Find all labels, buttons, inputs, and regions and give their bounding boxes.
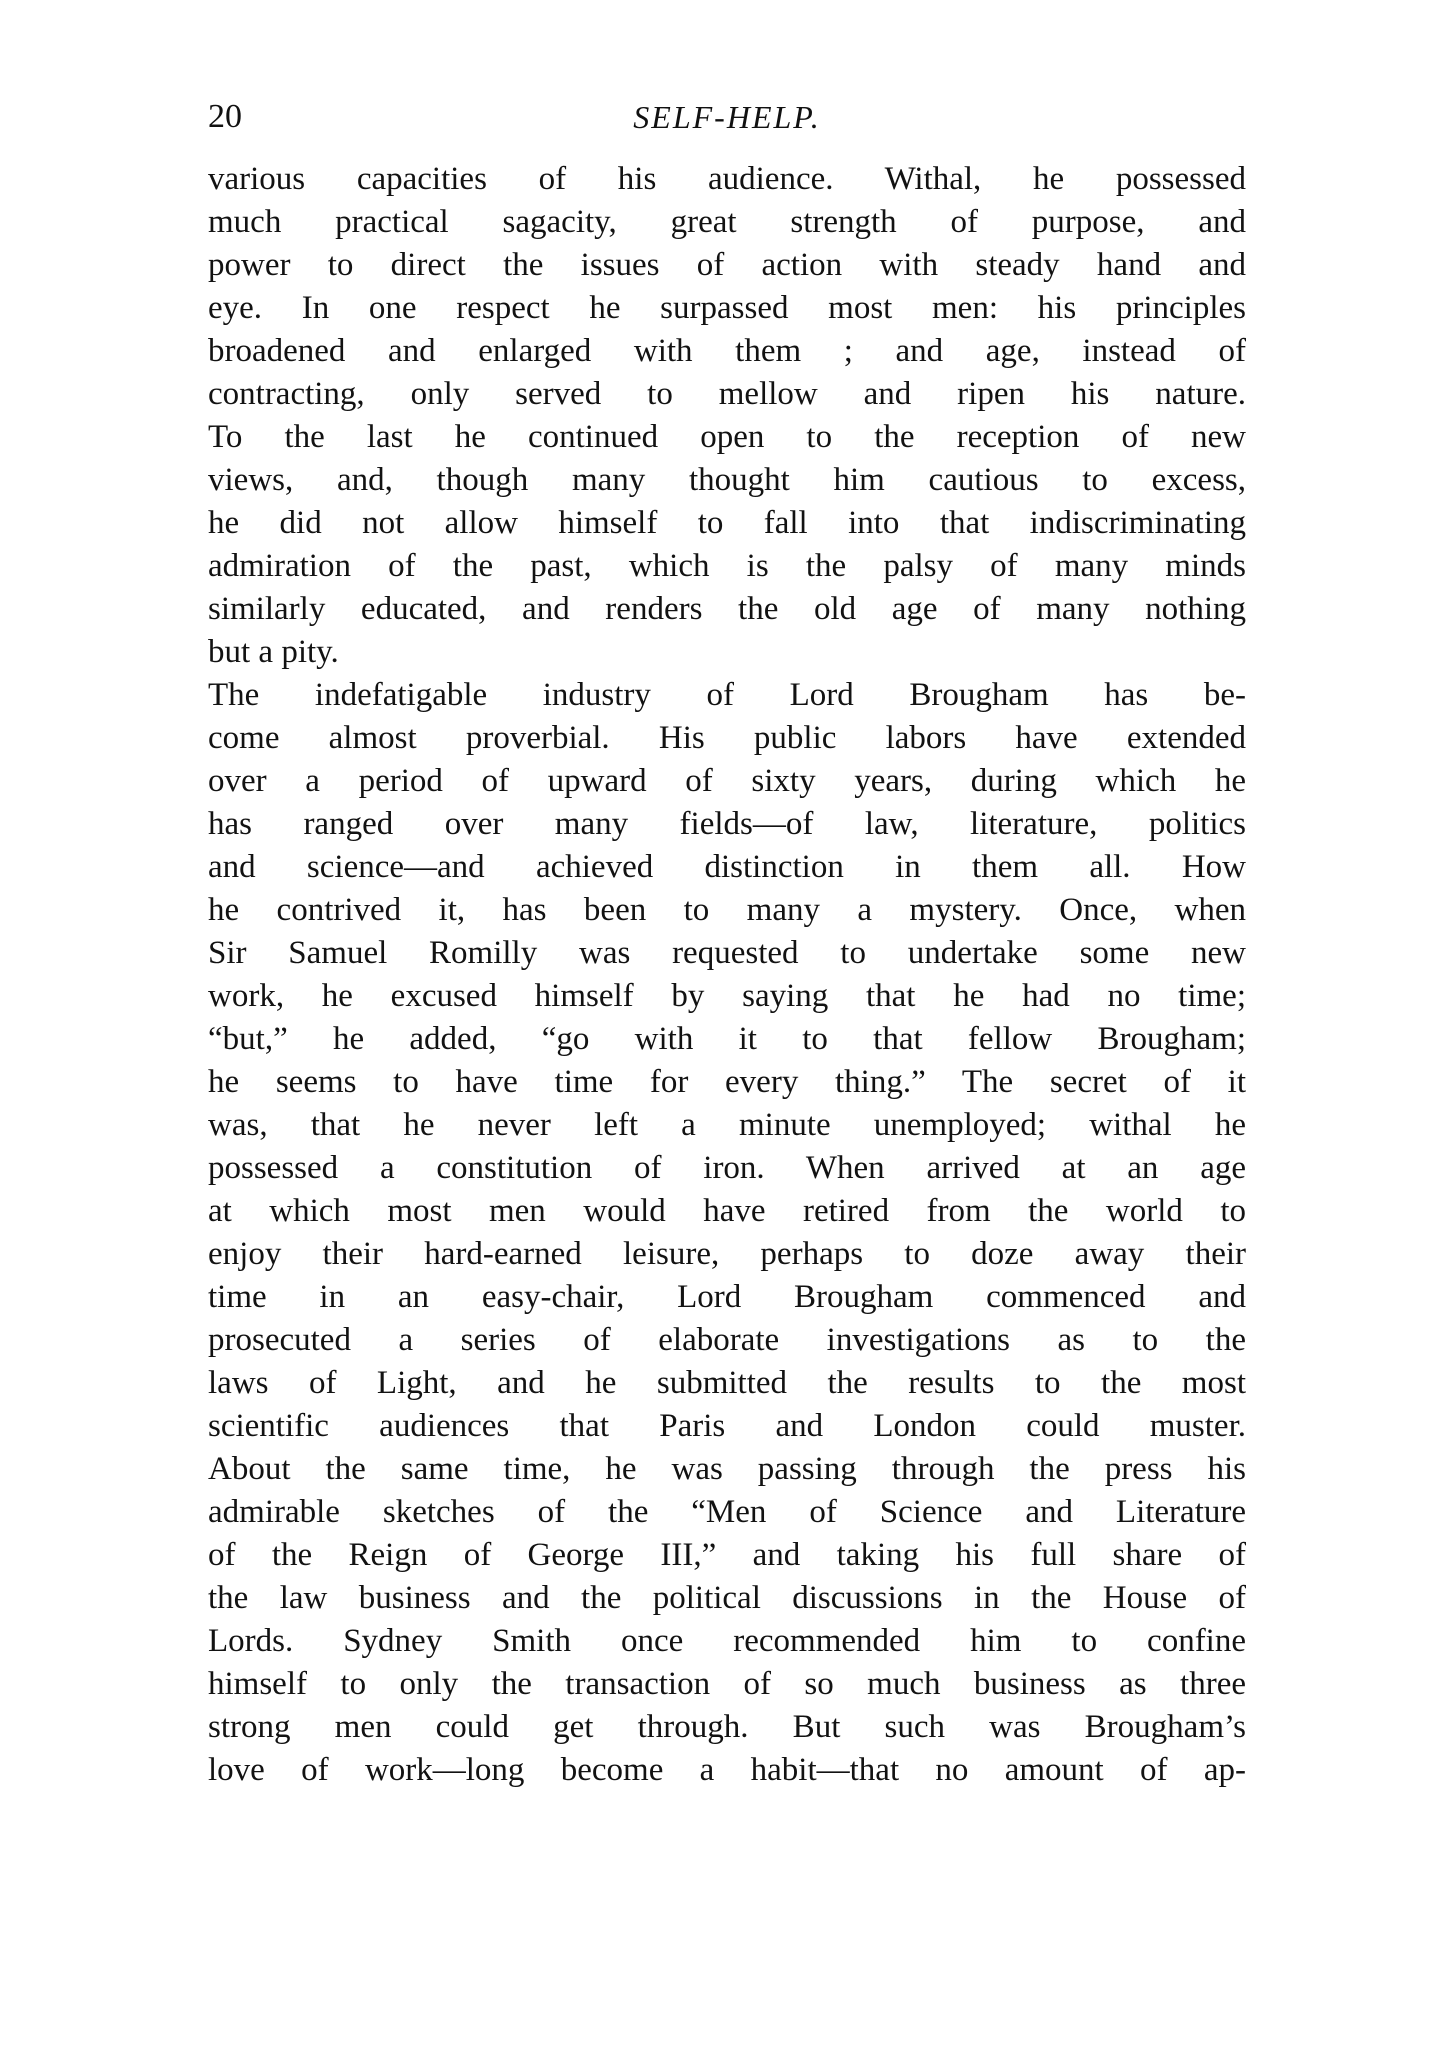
text-line: strong men could get through. But such was Brougham’s [208,1709,1246,1745]
running-title: SELF-HELP. [633,99,821,135]
text-line: admiration of the past, which is the palsy of many minds [208,548,1246,584]
text-line: Sir Samuel Romilly was requested to undertake some new [208,935,1246,971]
text-line: possessed a constitution of iron. When arrived at an age [208,1150,1246,1186]
text-line: prosecuted a series of elaborate investigations as to the [208,1322,1246,1358]
text-line: and science—and achieved distinction in them all. How [208,849,1246,885]
text-line: “but,” he added, “go with it to that fellow Brougham; [208,1021,1246,1057]
text-line: scientific audiences that Paris and London could muster. [208,1408,1246,1444]
text-line: come almost proverbial. His public labors have extended [208,720,1246,756]
text-line: of the Reign of George III,” and taking his full share of [208,1537,1246,1573]
body-text [208,158,1246,1792]
text-line: over a period of upward of sixty years, during which he [208,763,1246,799]
text-line: Lords. Sydney Smith once recommended him to confine [208,1623,1246,1659]
text-line: he contrived it, has been to many a mystery. Once, when [208,892,1246,928]
text-line: contracting, only served to mellow and ripen his nature. [208,376,1246,412]
page-header [208,95,1246,145]
text-line: much practical sagacity, great strength of purpose, and [208,204,1246,240]
text-line: time in an easy-chair, Lord Brougham commenced and [208,1279,1246,1315]
text-line: eye. In one respect he surpassed most men: his principles [208,290,1246,326]
text-line: various capacities of his audience. Withal, he possessed [208,161,1246,197]
text-line: similarly educated, and renders the old age of many nothing [208,591,1246,627]
text-line: power to direct the issues of action with steady hand and [208,247,1246,283]
text-line: enjoy their hard-earned leisure, perhaps to doze away their [208,1236,1246,1272]
text-line: at which most men would have retired from the world to [208,1193,1246,1229]
text-line: broadened and enlarged with them ; and age, instead of [208,333,1246,369]
text-line: he did not allow himself to fall into that indiscriminating [208,505,1246,541]
text-line: views, and, though many thought him cautious to excess, [208,462,1246,498]
text-line: has ranged over many fields—of law, literature, politics [208,806,1246,842]
text-line: but a pity. [208,634,339,670]
text-line: The indefatigable industry of Lord Brougham has be- [208,677,1246,713]
text-line: laws of Light, and he submitted the results to the most [208,1365,1246,1401]
text-line: To the last he continued open to the reception of new [208,419,1246,455]
text-line: himself to only the transaction of so much business as three [208,1666,1246,1702]
text-line: was, that he never left a minute unemployed; withal he [208,1107,1246,1143]
text-line: admirable sketches of the “Men of Science and Literature [208,1494,1246,1530]
text-line: About the same time, he was passing through the press his [208,1451,1246,1487]
text-line: he seems to have time for every thing.” The secret of it [208,1064,1246,1100]
page-number: 20 [208,98,242,135]
text-line: the law business and the political discussions in the House of [208,1580,1246,1616]
text-line: work, he excused himself by saying that he had no time; [208,978,1246,1014]
text-line: love of work—long become a habit—that no amount of ap- [208,1752,1246,1788]
